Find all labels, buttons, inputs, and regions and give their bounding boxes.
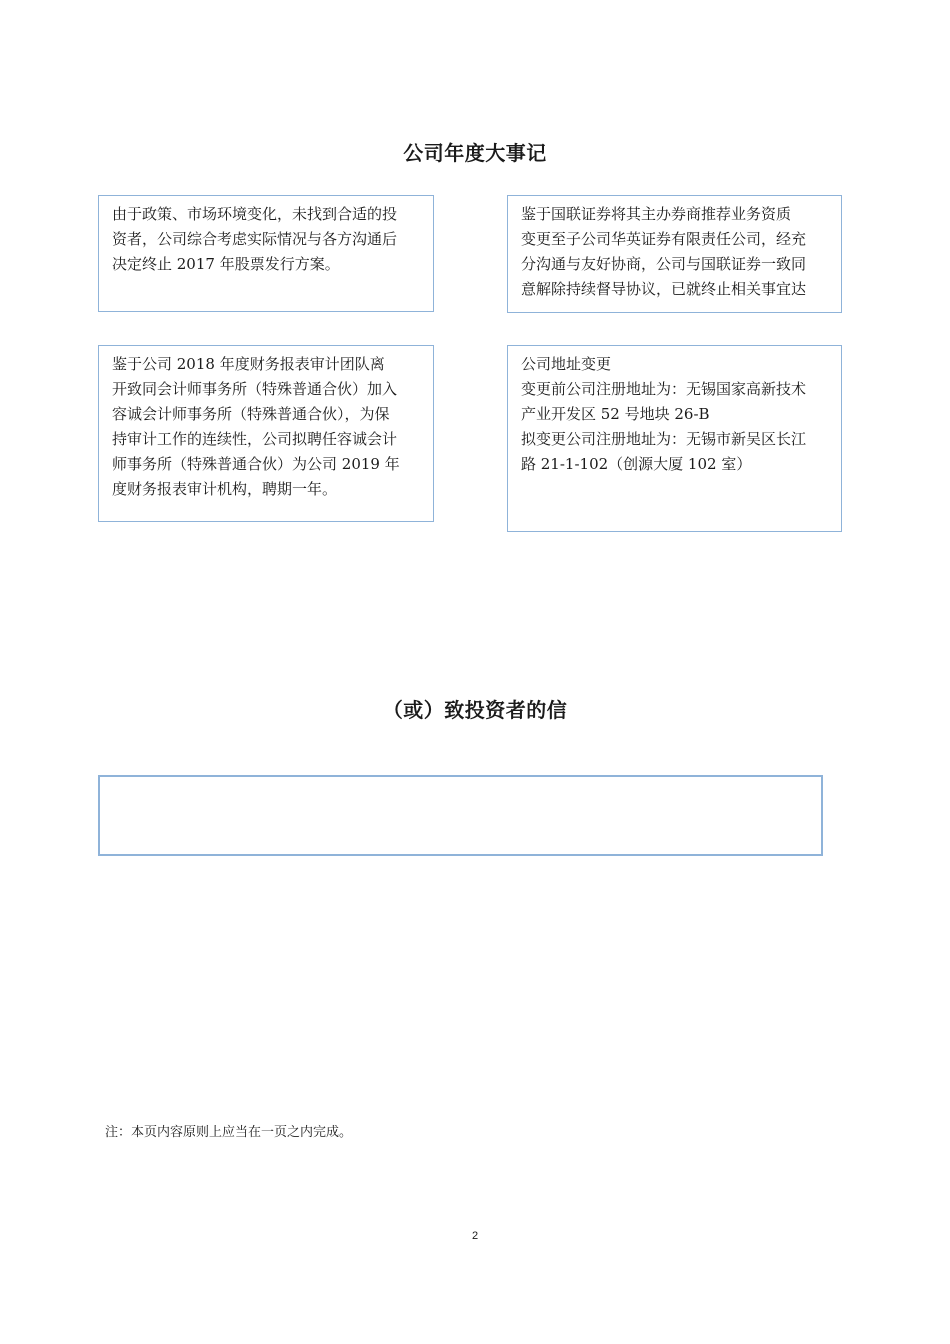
event-box-auditor-change: [98, 345, 434, 522]
events-section-title: 公司年度大事记: [403, 141, 547, 165]
event-line: 决定终止 2017 年股票发行方案。: [112, 255, 340, 273]
event-line: 由于政策、市场环境变化，未找到合适的投: [112, 205, 398, 223]
letter-section-title: （或）致投资者的信: [382, 698, 568, 722]
footnote: 注：本页内容原则上应当在一页之内完成。: [105, 1125, 353, 1140]
event-line: 产业开发区 52 号地块 26-B: [521, 405, 710, 423]
page-number: 2: [471, 1230, 479, 1242]
event-box-stock-issuance: [98, 195, 434, 312]
event-line: 鉴于国联证券将其主办券商推荐业务资质: [521, 205, 792, 223]
event-line: 师事务所（特殊普通合伙）为公司 2019 年: [112, 455, 400, 473]
event-line: 鉴于公司 2018 年度财务报表审计团队离: [112, 355, 385, 373]
event-line: 拟变更公司注册地址为：无锡市新吴区长江: [521, 430, 807, 448]
event-line: 分沟通与友好协商，公司与国联证券一致同: [521, 255, 807, 273]
event-line: 资者，公司综合考虑实际情况与各方沟通后: [112, 230, 398, 248]
event-line: 度财务报表审计机构，聘期一年。: [112, 480, 338, 498]
event-line: 容诚会计师事务所（特殊普通合伙），为保: [112, 405, 390, 423]
event-line: 变更前公司注册地址为：无锡国家高新技术: [521, 380, 807, 398]
event-line: 持审计工作的连续性，公司拟聘任容诚会计: [112, 430, 398, 448]
event-line: 路 21-1-102（创源大厦 102 室）: [521, 455, 752, 473]
event-box-address-change: [507, 345, 842, 532]
event-line: 公司地址变更: [521, 355, 612, 373]
event-box-sponsor-change: [507, 195, 842, 313]
event-line: 变更至子公司华英证券有限责任公司，经充: [521, 230, 807, 248]
investor-letter-box: [98, 775, 823, 856]
event-line: 意解除持续督导协议，已就终止相关事宜达: [521, 280, 807, 298]
event-line: 开致同会计师事务所（特殊普通合伙）加入: [112, 380, 398, 398]
